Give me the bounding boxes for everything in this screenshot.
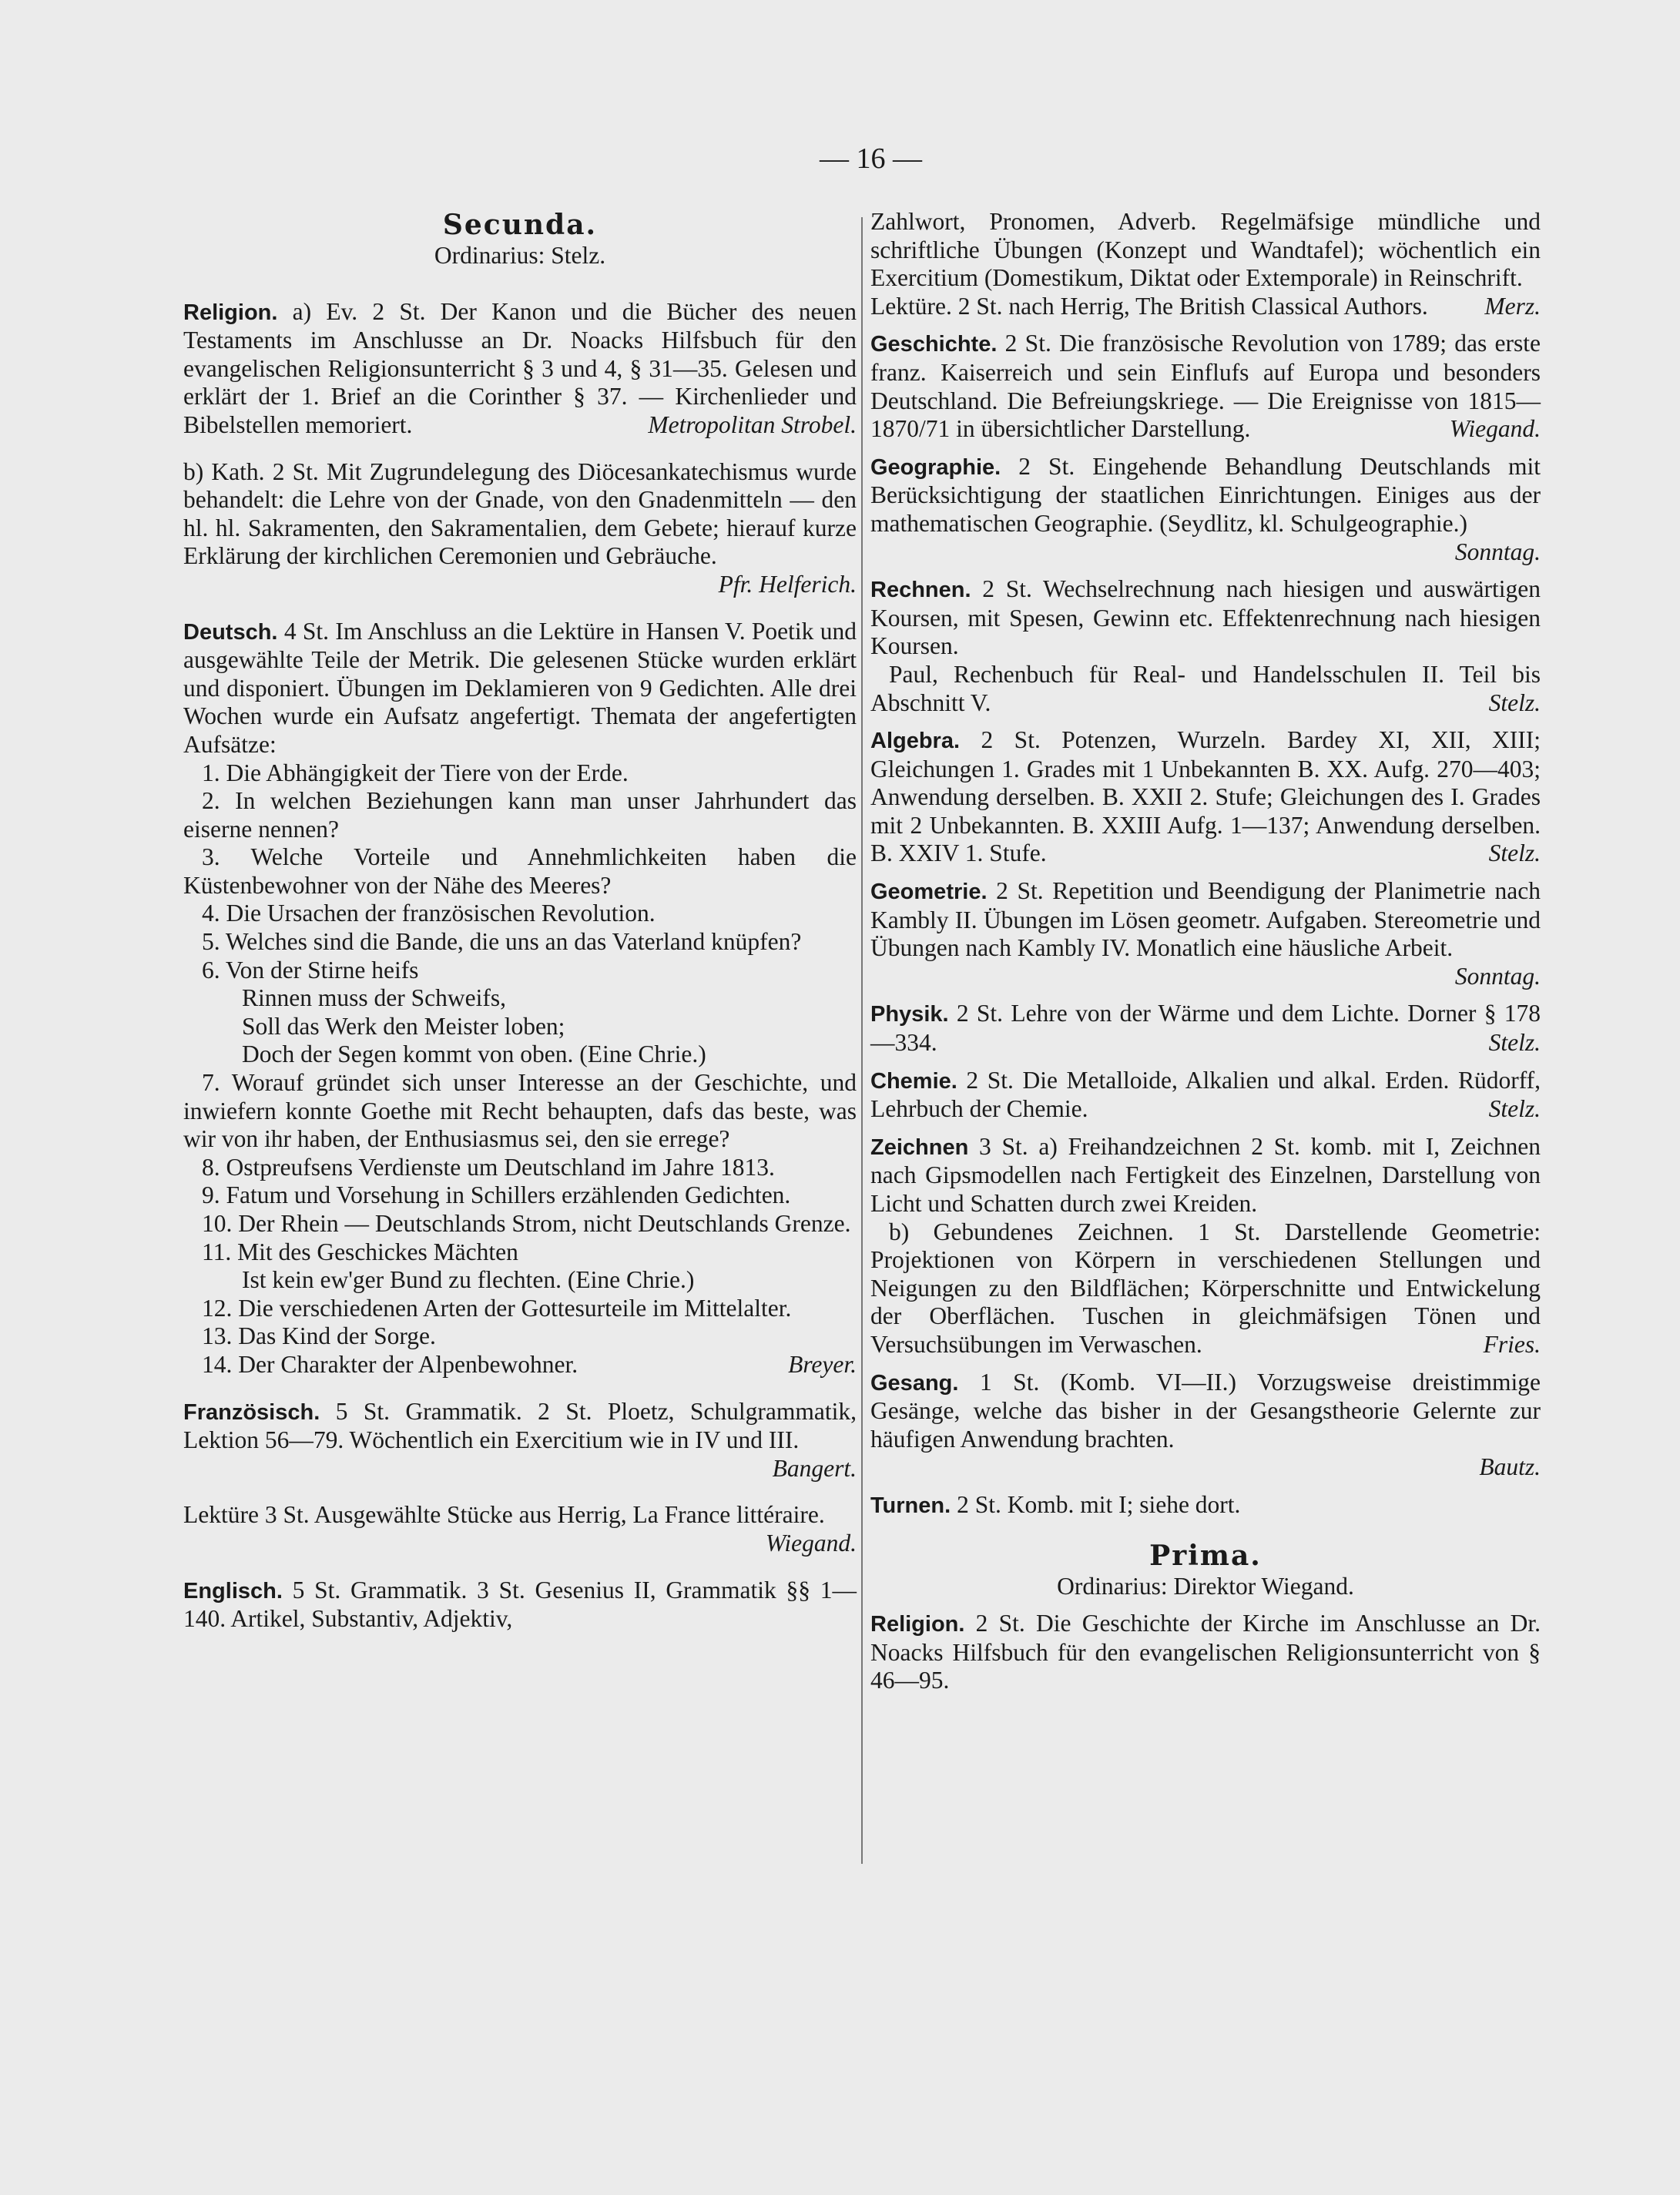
prima-religion-paragraph xyxy=(870,1610,1541,1695)
religion-kath-text: b) Kath. 2 St. Mit Zugrundelegung des Diöcesankatechismus wurde behandelt: die Lehre von der Gnade, von den Gnadenmitteln — den hl. hl. Sakramenten, den Sakramentalien, dem Gebete; hierauf kurze Erklärung der kirchlichen Ceremonien und Gebräuche. xyxy=(183,457,857,570)
section-title-prima: Prima. xyxy=(1149,1539,1262,1572)
teacher-signature: Sonntag. xyxy=(1454,962,1541,990)
chemie-paragraph xyxy=(870,1067,1541,1124)
teacher-signature: Metropolitan Strobel. xyxy=(648,411,857,438)
geschichte-paragraph xyxy=(870,330,1541,443)
essay-item xyxy=(183,1351,857,1379)
englisch-lektuere-text: Lektüre. 2 St. nach Herrig, The British Classical Authors. xyxy=(870,292,1428,320)
teacher-signature: Stelz. xyxy=(1488,839,1541,867)
subject-label: Deutsch. xyxy=(183,619,278,645)
teacher-signature: Wiegand. xyxy=(765,1529,857,1557)
turnen-paragraph xyxy=(870,1491,1541,1520)
section-title-secunda: Secunda. xyxy=(442,209,598,241)
subject-label: Religion. xyxy=(183,300,278,325)
teacher-signature: Merz. xyxy=(1484,292,1541,320)
essay-item: 10. Der Rhein — Deutschlands Strom, nicht Deutschlands Grenze. xyxy=(202,1210,851,1237)
zeichnen-text: 3 St. a) Freihandzeichnen 2 St. komb. mit I, Zeichnen nach Gipsmodellen nach Fertigkeit des Einzelnen, Darstellung von Licht und Schatten durch zwei Kreiden. xyxy=(870,1132,1541,1217)
essay-14-text: 14. Der Charakter der Alpenbewohner. xyxy=(202,1350,578,1378)
subject-label: Turnen. xyxy=(870,1493,951,1518)
teacher-signature: Stelz. xyxy=(1488,1029,1541,1057)
left-column xyxy=(183,208,857,1634)
essay-item: 4. Die Ursachen der französischen Revolution. xyxy=(202,900,656,927)
page-number: — 16 — xyxy=(820,142,922,175)
subject-label: Chemie. xyxy=(870,1068,957,1094)
teacher-signature: Stelz. xyxy=(1488,689,1541,716)
rechnen-text: 2 St. Wechselrechnung nach hiesigen und auswärtigen Koursen, mit Spesen, Gewinn etc. Effektenrechnung nach hiesigen Koursen. xyxy=(870,575,1541,660)
subject-label: Geschichte. xyxy=(870,332,998,357)
algebra-text: 2 St. Potenzen, Wurzeln. Bardey XI, XII, XIII; Gleichungen 1. Grades mit 1 Unbekannten B. XX. Aufg. 270—403; Anwendung derselben. B. XXII 2. Stufe; Gleichungen des I. Grades mit 2 Unbekannten. B. XXIII Aufg. 1—137; Anwendung derselben. B. XXIV 1. Stufe. xyxy=(870,726,1541,867)
physik-text: 2 St. Lehre von der Wärme und dem Lichte. Dorner § 178—334. xyxy=(870,1000,1541,1057)
subject-label: Gesang. xyxy=(870,1370,959,1396)
religion-kath-paragraph xyxy=(183,458,857,599)
teacher-signature: Stelz. xyxy=(1488,1095,1541,1123)
franz-lektuere-text: Lektüre 3 St. Ausgewählte Stücke aus Herrig, La France littéraire. xyxy=(183,1501,825,1529)
turnen-text: 2 St. Komb. mit I; siehe dort. xyxy=(957,1490,1241,1518)
rechnen-paragraph xyxy=(870,575,1541,661)
franz-paragraph xyxy=(183,1398,857,1483)
subject-label: Französisch. xyxy=(183,1399,320,1425)
zeichnen-b-paragraph xyxy=(870,1218,1541,1359)
deutsch-paragraph xyxy=(183,618,857,759)
essay-item: 5. Welches sind die Bande, die uns an das Vaterland knüpfen? xyxy=(202,928,802,956)
teacher-signature: Bangert. xyxy=(772,1454,857,1482)
geschichte-text: 2 St. Die französische Revolution von 1789; das erste franz. Kaiserreich und sein Einflufs auf Europa und besonders Deutschland. Die Befreiungskriege. — Die Ereignisse von 1815—1870/71 in übersichtlicher Darstellung. xyxy=(870,330,1541,443)
subject-label: Rechnen. xyxy=(870,578,971,603)
gesang-paragraph xyxy=(870,1369,1541,1454)
essay-item: 1. Die Abhängigkeit der Tiere von der Erde. xyxy=(202,759,629,786)
verse-line: Rinnen muss der Schweifs, xyxy=(242,984,506,1012)
teacher-signature: Fries. xyxy=(1483,1330,1541,1358)
essay-item: 12. Die verschiedenen Arten der Gottesurteile im Mittelalter. xyxy=(202,1294,792,1322)
geographie-text: 2 St. Eingehende Behandlung Deutschlands mit Berücksichtigung der staatlichen Einrichtungen. Einiges aus der mathematischen Geographie. (Seydlitz, kl. Schulgeographie.) xyxy=(870,452,1541,537)
essay-item: 7. Worauf gründet sich unser Interesse an der Geschichte, und inwiefern konnte Goethe mit Recht behaupten, dafs das beste, was wir von ihr haben, der Enthusiasmus sei, den sie errege? xyxy=(183,1069,857,1153)
essay-item: 6. Von der Stirne heifs xyxy=(202,956,419,984)
subject-label: Zeichnen xyxy=(870,1134,969,1160)
verse-line: Doch der Segen kommt von oben. (Eine Chrie.) xyxy=(242,1041,706,1068)
zeichnen-b-text: b) Gebundenes Zeichnen. 1 St. Darstellende Geometrie: Projektionen von Körpern in verschiedenen Stellungen und Neigungen zu den Bildflächen; Körperschnitte und Entwickelung der Oberflächen. Tuschen in gleichmäfsigen Tönen und Versuchsübungen im Verwaschen. xyxy=(870,1218,1541,1358)
teacher-signature: Breyer. xyxy=(788,1350,857,1378)
geographie-paragraph xyxy=(870,453,1541,566)
subject-label: Geographie. xyxy=(870,454,1001,480)
englisch-text: 5 St. Grammatik. 3 St. Gesenius II, Grammatik §§ 1—140. Artikel, Substantiv, Adjektiv, xyxy=(183,1576,857,1633)
physik-paragraph xyxy=(870,1000,1541,1057)
chemie-text: 2 St. Die Metalloide, Alkalien und alkal. Erden. Rüdorff, Lehrbuch der Chemie. xyxy=(870,1066,1541,1123)
gesang-text: 1 St. (Komb. VI—II.) Vorzugsweise dreistimmige Gesänge, welche das bisher in der Gesangstheorie Gelernte zur häufigen Anwendung brachten. xyxy=(870,1368,1541,1453)
englisch-lektuere xyxy=(870,293,1541,321)
teacher-signature: Pfr. Helferich. xyxy=(718,570,857,598)
teacher-signature: Wiegand. xyxy=(1449,415,1541,443)
geometrie-text: 2 St. Repetition und Beendigung der Planimetrie nach Kambly II. Übungen im Lösen geometr. Aufgaben. Stereometrie und Übungen nach Kambly IV. Monatlich eine häusliche Arbeit. xyxy=(870,877,1541,962)
franz-lektuere-paragraph xyxy=(183,1501,857,1557)
essay-item: 2. In welchen Beziehungen kann man unser Jahrhundert das eiserne nennen? xyxy=(183,787,857,843)
teacher-signature: Sonntag. xyxy=(1454,538,1541,565)
prima-religion-text: 2 St. Die Geschichte der Kirche im Anschlusse an Dr. Noacks Hilfsbuch für den evangelischen Religionsunterricht von § 46—95. xyxy=(870,1610,1541,1694)
religion-ev-text: a) Ev. 2 St. Der Kanon und die Bücher des neuen Testaments im Anschlusse an Dr. Noacks Hilfsbuch für den evangelischen Religionsunterricht § 3 und 4, § 31—35. Gelesen und erklärt der 1. Brief an die Corinther § 37. — Kirchenlieder und Bibelstellen memoriert. xyxy=(183,297,857,438)
right-column xyxy=(870,208,1541,1695)
religion-ev-paragraph xyxy=(183,298,857,440)
column-divider xyxy=(861,217,863,1864)
franz-text: 5 St. Grammatik. 2 St. Ploetz, Schulgrammatik, Lektion 56—79. Wöchentlich ein Exercitium wie in IV und III. xyxy=(183,1397,857,1454)
verse-line: Soll das Werk den Meister loben; xyxy=(242,1012,565,1040)
essay-item: 11. Mit des Geschickes Mächten xyxy=(202,1238,518,1265)
zeichnen-paragraph xyxy=(870,1133,1541,1218)
algebra-paragraph xyxy=(870,726,1541,868)
rechnen-book xyxy=(870,661,1541,717)
essay-item: 3. Welche Vorteile und Annehmlichkeiten haben die Küstenbewohner von der Nähe des Meeres? xyxy=(183,843,857,899)
essay-item: 13. Das Kind der Sorge. xyxy=(202,1322,436,1350)
ordinarius-line: Ordinarius: Stelz. xyxy=(434,242,606,269)
rechnen-book-text: Paul, Rechenbuch für Real- und Handelsschulen II. Teil bis Abschnitt V. xyxy=(870,660,1541,716)
subject-label: Algebra. xyxy=(870,729,961,754)
essay-item: 9. Fatum und Vorsehung in Schillers erzählenden Gedichten. xyxy=(202,1181,791,1209)
subject-label: Religion. xyxy=(870,1612,965,1637)
geometrie-paragraph xyxy=(870,877,1541,963)
subject-label: Physik. xyxy=(870,1002,949,1027)
subject-label: Englisch. xyxy=(183,1578,283,1604)
englisch-paragraph xyxy=(183,1577,857,1634)
englisch-continued: Zahlwort, Pronomen, Adverb. Regelmäfsige mündliche und schriftliche Übungen (Konzept und Wandtafel); wöchentlich ein Exercitium (Domestikum, Diktat oder Extemporale) in Reinschrift. xyxy=(870,208,1541,292)
ordinarius-line: Ordinarius: Direktor Wiegand. xyxy=(1057,1572,1354,1600)
deutsch-text: 4 St. Im Anschluss an die Lektüre in Hansen V. Poetik und ausgewählte Teile der Metrik. Die gelesenen Stücke wurden erklärt und disponiert. Übungen im Deklamieren von 9 Gedichten. Alle drei Wochen wurde ein Aufsatz angefertigt. Themata der angefertigten Aufsätze: xyxy=(183,617,857,758)
subject-label: Geometrie. xyxy=(870,880,988,905)
essay-item: 8. Ostpreufsens Verdienste um Deutschland im Jahre 1813. xyxy=(202,1153,775,1181)
verse-line: Ist kein ew'ger Bund zu flechten. (Eine Chrie.) xyxy=(242,1266,695,1294)
teacher-signature: Bautz. xyxy=(1479,1453,1541,1481)
